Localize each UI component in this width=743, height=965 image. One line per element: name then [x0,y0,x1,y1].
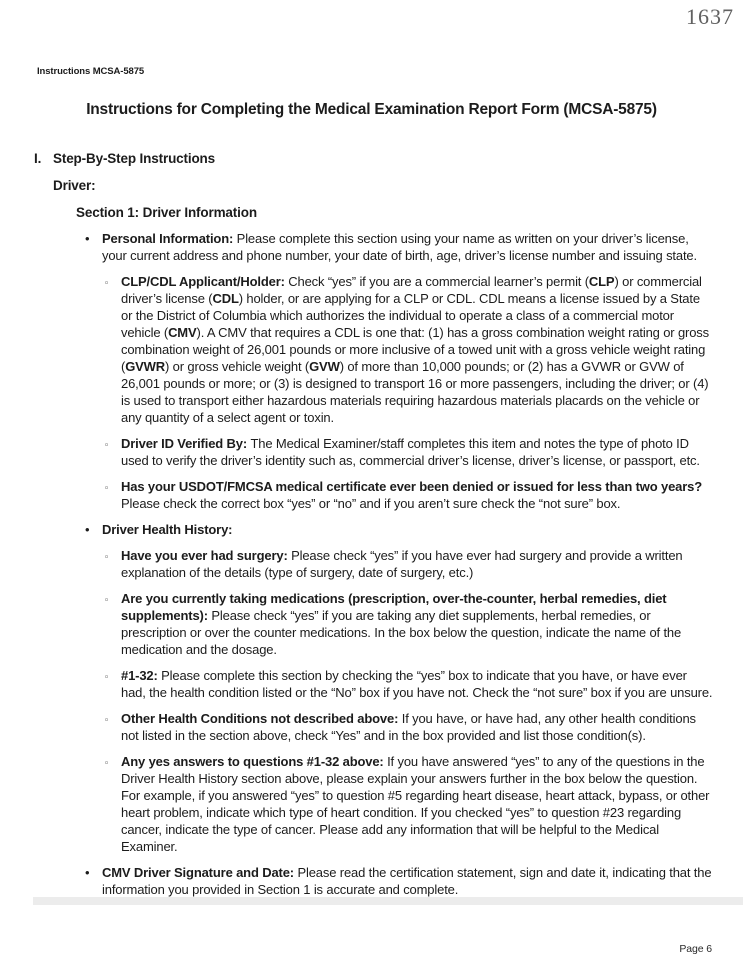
document-body [34,150,714,898]
instruction-text: Any yes answers to questions #1-32 above: If you have answered “yes” to any of the questions in the Driver Health History section above, please explain your answers further in the box below the question. For example, if you answered “yes” to question #5 regarding heart disease, heart attack, bypass, or other heart problem, indicate which type of heart condition. If you checked “yes” to question #23 regarding cancer, indicate the type of cancer. Please add any information that will be helpful to the Medical Examiner. [121,754,710,854]
instruction-text: Driver Health History: [102,522,233,537]
open-bullet-icon: ◦ [104,673,110,683]
instruction-item-questions-1-32 [34,667,714,701]
page-title: Instructions for Completing the Medical Examination Report Form (MCSA-5875) [86,101,657,118]
open-bullet-icon: ◦ [104,759,110,769]
outline-heading-label: Step-By-Step Instructions [53,151,216,166]
instruction-text: Has your USDOT/FMCSA medical certificate ever been denied or issued for less than two years? Please check the correct box “yes” or “no” and if you aren’t sure check the “not sure” box. [121,479,703,511]
instruction-item-clp-cdl [34,273,714,426]
open-bullet-icon: ◦ [104,279,110,289]
instruction-text: Have you ever had surgery: Please check “yes” if you have ever had surgery and provide a written explanation of the details (type of surgery, date of surgery, etc.) [121,548,683,580]
outline-heading [34,150,714,167]
instruction-text: #1-32: Please complete this section by checking the “yes” box to indicate that you have, or have ever had, the health condition listed or the “No” box if you have not. Check the “not sure” box if you are unsure. [121,668,713,700]
instruction-item-personal-information [34,230,714,264]
role-heading: Driver: [53,178,96,193]
instruction-item-driver-health-history [34,521,714,538]
instruction-item-signature-date [34,864,714,898]
scan-artifact-band [33,897,743,905]
instruction-text: Are you currently taking medications (prescription, over-the-counter, herbal remedies, diet supplements): Please check “yes” if you are taking any diet supplements, herbal remedies, or prescription or over the counter medications. In the box below the question, indicate the name of the medication and the dosage. [121,591,682,657]
bullet-icon: • [85,522,90,537]
instruction-text: CLP/CDL Applicant/Holder: Check “yes” if you are a commercial learner’s permit (CLP) or commercial driver’s license (CDL) holder, or are applying for a CLP or CDL. CDL means a license issued by a State or the District of Columbia which authorizes the individual to operate a class of a commercial motor vehicle (CMV). A CMV that requires a CDL is one that: (1) has a gross combination weight rating or gross combination weight of 26,001 pounds or more inclusive of a towed unit with a gross vehicle weight rating (GVWR) or gross vehicle weight (GVW) of more than 10,000 pounds; or (2) has a GVWR or GVW of 26,001 pounds or more; or (3) is designed to transport 16 or more passengers, including the driver; or (4) is used to transport either hazardous materials requiring hazardous materials placards on the vehicle or any quantity of a select agent or toxin. [121,274,709,425]
instruction-item-driver-id [34,435,714,469]
document-label: Instructions MCSA-5875 [37,66,145,77]
instruction-item-yes-answers [34,753,714,855]
bullet-icon: • [85,865,90,880]
instruction-text: Personal Information: Please complete this section using your name as written on your driver’s license, your current address and phone number, your date of birth, age, driver’s license number and issuing state. [102,231,697,263]
instruction-text: Other Health Conditions not described above: If you have, or have had, any other health conditions not listed in the section above, check “Yes” and in the box provided and list those condition(s). [121,711,696,743]
scan-sheet-number: 1637 [686,4,734,29]
outline-numeral: I. [34,151,42,166]
open-bullet-icon: ◦ [104,596,110,606]
instruction-item-certificate-denied [34,478,714,512]
instruction-item-other-health-conditions [34,710,714,744]
bullet-icon: • [85,231,90,246]
instruction-item-medications [34,590,714,658]
open-bullet-icon: ◦ [104,441,110,451]
open-bullet-icon: ◦ [104,716,110,726]
page-number-footer: Page 6 [679,943,712,955]
instruction-item-surgery [34,547,714,581]
open-bullet-icon: ◦ [104,484,110,494]
open-bullet-icon: ◦ [104,553,110,563]
instruction-text: CMV Driver Signature and Date: Please read the certification statement, sign and date it, indicating that the information you provided in Section 1 is accurate and complete. [102,865,712,897]
instruction-text: Driver ID Verified By: The Medical Examiner/staff completes this item and notes the type of photo ID used to verify the driver’s identity such as, commercial driver’s license, driver’s license, or passport, etc. [121,436,700,468]
section-heading: Section 1: Driver Information [76,205,257,220]
